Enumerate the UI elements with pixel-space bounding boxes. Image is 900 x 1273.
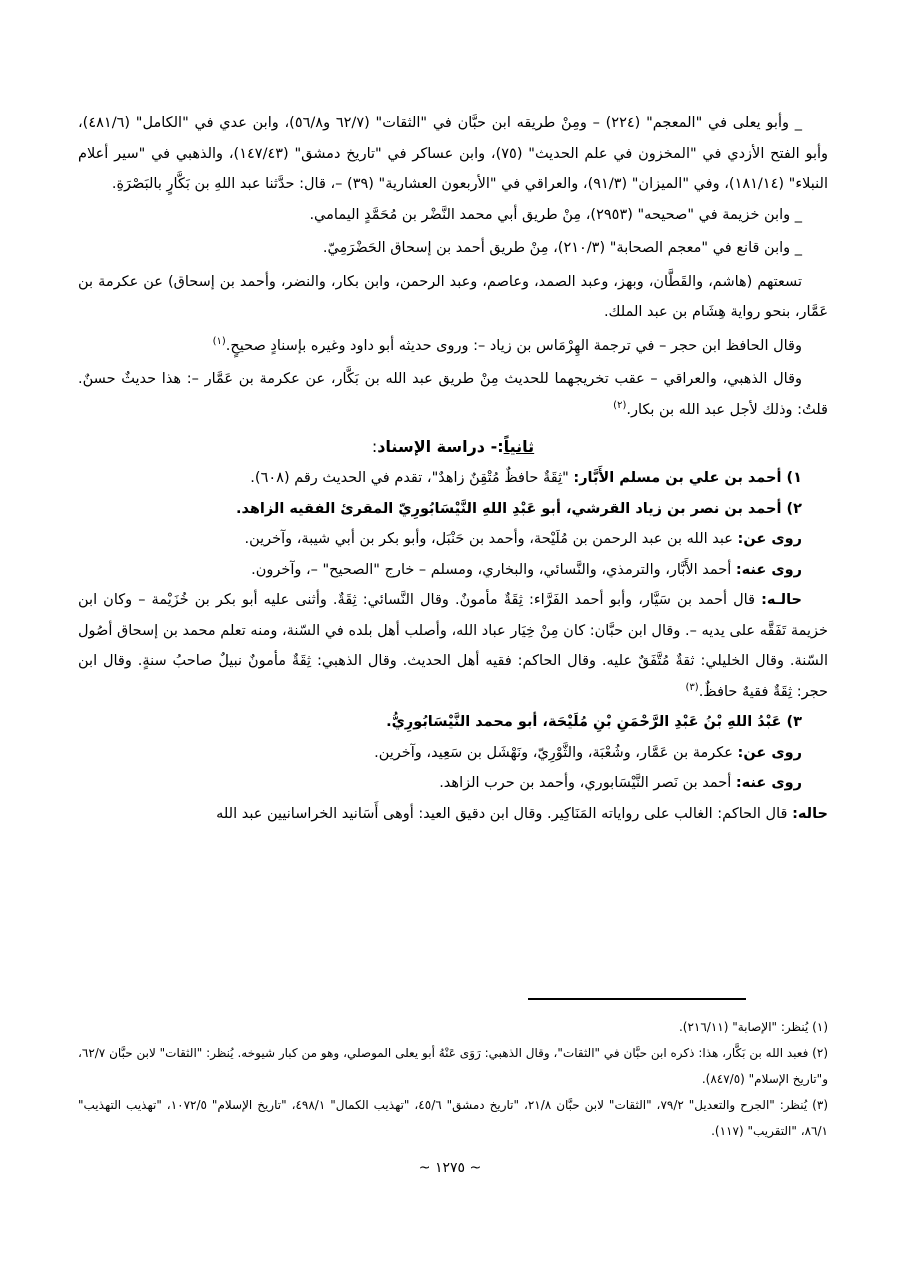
narrator-1-name: ١) أحمد بن علي بن مسلم الأَبَّار: [573, 470, 802, 486]
text: وقال الذهبي، والعراقي – عقب تخريجهما للحديث مِنْ طريق عبد الله بن بَكَّار، عن عكرمة بن عَمَّار –: هذا حديثٌ حسنٌ. قلتُ: وذلك لأجل عبد الله بن بكار. [78, 371, 828, 418]
paragraph-summary: تسعتهم (هاشم، والقَطَّان، وبهز، وعبد الصمد، وعاصم، وعبد الرحمن، وابن بكار، والنضر، وأحمد بن إسحاق) عن عكرمة بن عَمَّار، بنحو رواية هِشَام بن عبد الملك. [78, 273, 828, 320]
heading-title: ثانياً [503, 437, 535, 456]
main-text [78, 108, 828, 829]
narrator-3-rawa-anhu [78, 768, 828, 799]
label: حاله: [792, 805, 828, 822]
footnote-1: (١) يُنظر: "الإصابة" (٢١٦/١١). [678, 1020, 828, 1034]
heading-colon: : [371, 437, 378, 456]
narrator-1 [78, 463, 828, 494]
text: قال الحاكم: الغالب على رواياته المَنَاكِير. وقال ابن دقيق العيد: أوهى أَسَانيد الخراسانيين عبد الله [216, 805, 793, 822]
section-heading [78, 432, 828, 462]
paragraph-dhahabi [78, 364, 828, 425]
text: وقال الحافظ ابن حجر – في ترجمة الهِرْمَاس بن زياد –: وروى حديثه أبو داود وغيره بإسنادٍ صحيحٍ. [225, 337, 802, 354]
narrator-2-haluh [78, 585, 828, 707]
footnote-separator [528, 998, 746, 1000]
footnote-3: (٣) يُنظر: "الجرح والتعديل" ٧٩/٢، "الثقات" لابن حبَّان ٢١/٨، "تاريخ دمشق" ٤٥/٦، "تهذيب الكمال" ٤٩٨/١، "تاريخ الإسلام" ١٠٧٢/٥، "تهذيب التهذيب" ٨٦/١، "التقريب" (١١٧). [78, 1098, 829, 1138]
heading-rest: :- دراسة الإسناد [377, 437, 504, 456]
paragraph-takhrij-2: _ وابن خزيمة في "صحيحه" (٢٩٥٣)، مِنْ طريق أبي محمد النَّضْر بن مُحَمَّدٍ اليمامي. [309, 206, 802, 223]
page-number: ~ ١٢٧٥ ~ [418, 1160, 482, 1176]
narrator-1-text: "ثِقَةٌ حافظٌ مُتْقِنٌ زاهدٌ"، تقدم في الحديث رقم (٦٠٨). [250, 470, 574, 486]
paragraph-takhrij-1: _ وأبو يعلى في "المعجم" (٢٢٤) – ومِنْ طريقه ابن حبَّان في "الثقات" (٦٢/٧ و٥٦/٨)، وابن عدي في "الكامل" (٤٨١/٦)، وأبو الفتح الأزدي في "المخزون في علم الحديث" (٧٥)، وابن عساكر في "تاريخ دمشق" (١٤٧/٤٣)، والذهبي في "سير أعلام النبلاء" (١٨١/١٤)، وفي "الميزان" (٩١/٣)، والعراقي في "الأربعون العشارية" (٣٩) –، قال: حدَّثنا عبد اللهِ بن بَكَّارٍ بالبَصْرَةِ. [78, 115, 829, 192]
footnotes [78, 1014, 828, 1144]
text: عبد الله بن عبد الرحمن بن مُلَيْحة، وأحمد بن حَنْبَل، وأبو بكر بن أبي شيبة، وآخرين. [244, 531, 738, 547]
paragraph-takhrij-3: _ وابن قانع في "معجم الصحابة" (٢١٠/٣)، مِنْ طريق أحمد بن إسحاق الحَضْرَمِيّ. [322, 240, 802, 256]
footnote-2: (٢) فعبد الله بن بَكَّار، هذا: ذكره ابن حبَّان في "الثقات"، وقال الذهبي: رَوَى عَنْهُ أبو يعلى الموصلي، وهو من كبار شيوخه. يُنظر: "الثقات" لابن حبَّان ٦٢/٧، و"تاريخ الإسلام" (٨٤٧/٥). [78, 1046, 828, 1086]
narrator-3-rawa-an [78, 738, 828, 769]
text: أحمد بن نَصر النَّيْسَابوري، وأحمد بن حرب الزاهد. [439, 775, 736, 791]
narrator-3-name: ٣) عَبْدُ اللهِ بْنُ عَبْدِ الرَّحْمَنِ بْنِ مُلَيْحَة، أبو محمد النَّيْسَابُورِيُّ. [386, 714, 802, 730]
paragraph-ibn-hajar [78, 331, 828, 362]
narrator-2-rawa-an [78, 524, 828, 555]
label: روى عنه: [735, 775, 802, 791]
label: روى عن: [737, 744, 802, 761]
text: أحمد الأَبَّار، والترمذي، والنَّسائي، والبخاري، ومسلم – خارج "الصحيح" –، وآخرون. [251, 561, 736, 578]
narrator-2-rawa-anhu [78, 555, 828, 586]
narrator-2-name: ٢) أحمد بن نصر بن زياد القرشي، أبو عَبْدِ اللهِ النَّيْسَابُورِيّ المقرئ الفقيه الزاهد. [235, 500, 802, 517]
label: حالـه: [761, 592, 802, 608]
text: قال أحمد بن سَيَّار، وأبو أحمد الفَرَّاء: ثِقَةٌ مأمونٌ. وقال النَّسائي: ثِقَةٌ. وأثنى عليه أبو بكر بن خُزَيْمة – وكان ابن خزيمة تَفَقَّه على يديه –. وقال ابن حبَّان: كان مِنْ خِيَار عباد الله، وأصلب أهل بلده في السّنة، ومنه تعلم محمد بن إسحاق أصُول السّنة. وقال الخليلي: ثقةٌ مُتَّفَقٌ عليه. وقال الحاكم: فقيه أهل الحديث. وقال الذهبي: ثِقَةٌ مأمونٌ نبيلٌ صاحبُ سنةٍ. وقال ابن حجر: ثِقَةٌ فقيهٌ حافظٌ. [78, 592, 828, 700]
footnote-mark-3: (٣) [685, 681, 699, 693]
narrator-3-haluh [78, 799, 828, 830]
label: روى عنه: [735, 561, 802, 578]
footnote-mark-1: (١) [212, 335, 226, 347]
text: عكرمة بن عَمَّار، وشُعْبَة، والثَّوْرِيّ، ونَهْشَل بن سَعِيد، وآخرين. [374, 744, 738, 761]
label: روى عن: [737, 531, 802, 547]
footnote-mark-2: (٢) [613, 399, 627, 411]
